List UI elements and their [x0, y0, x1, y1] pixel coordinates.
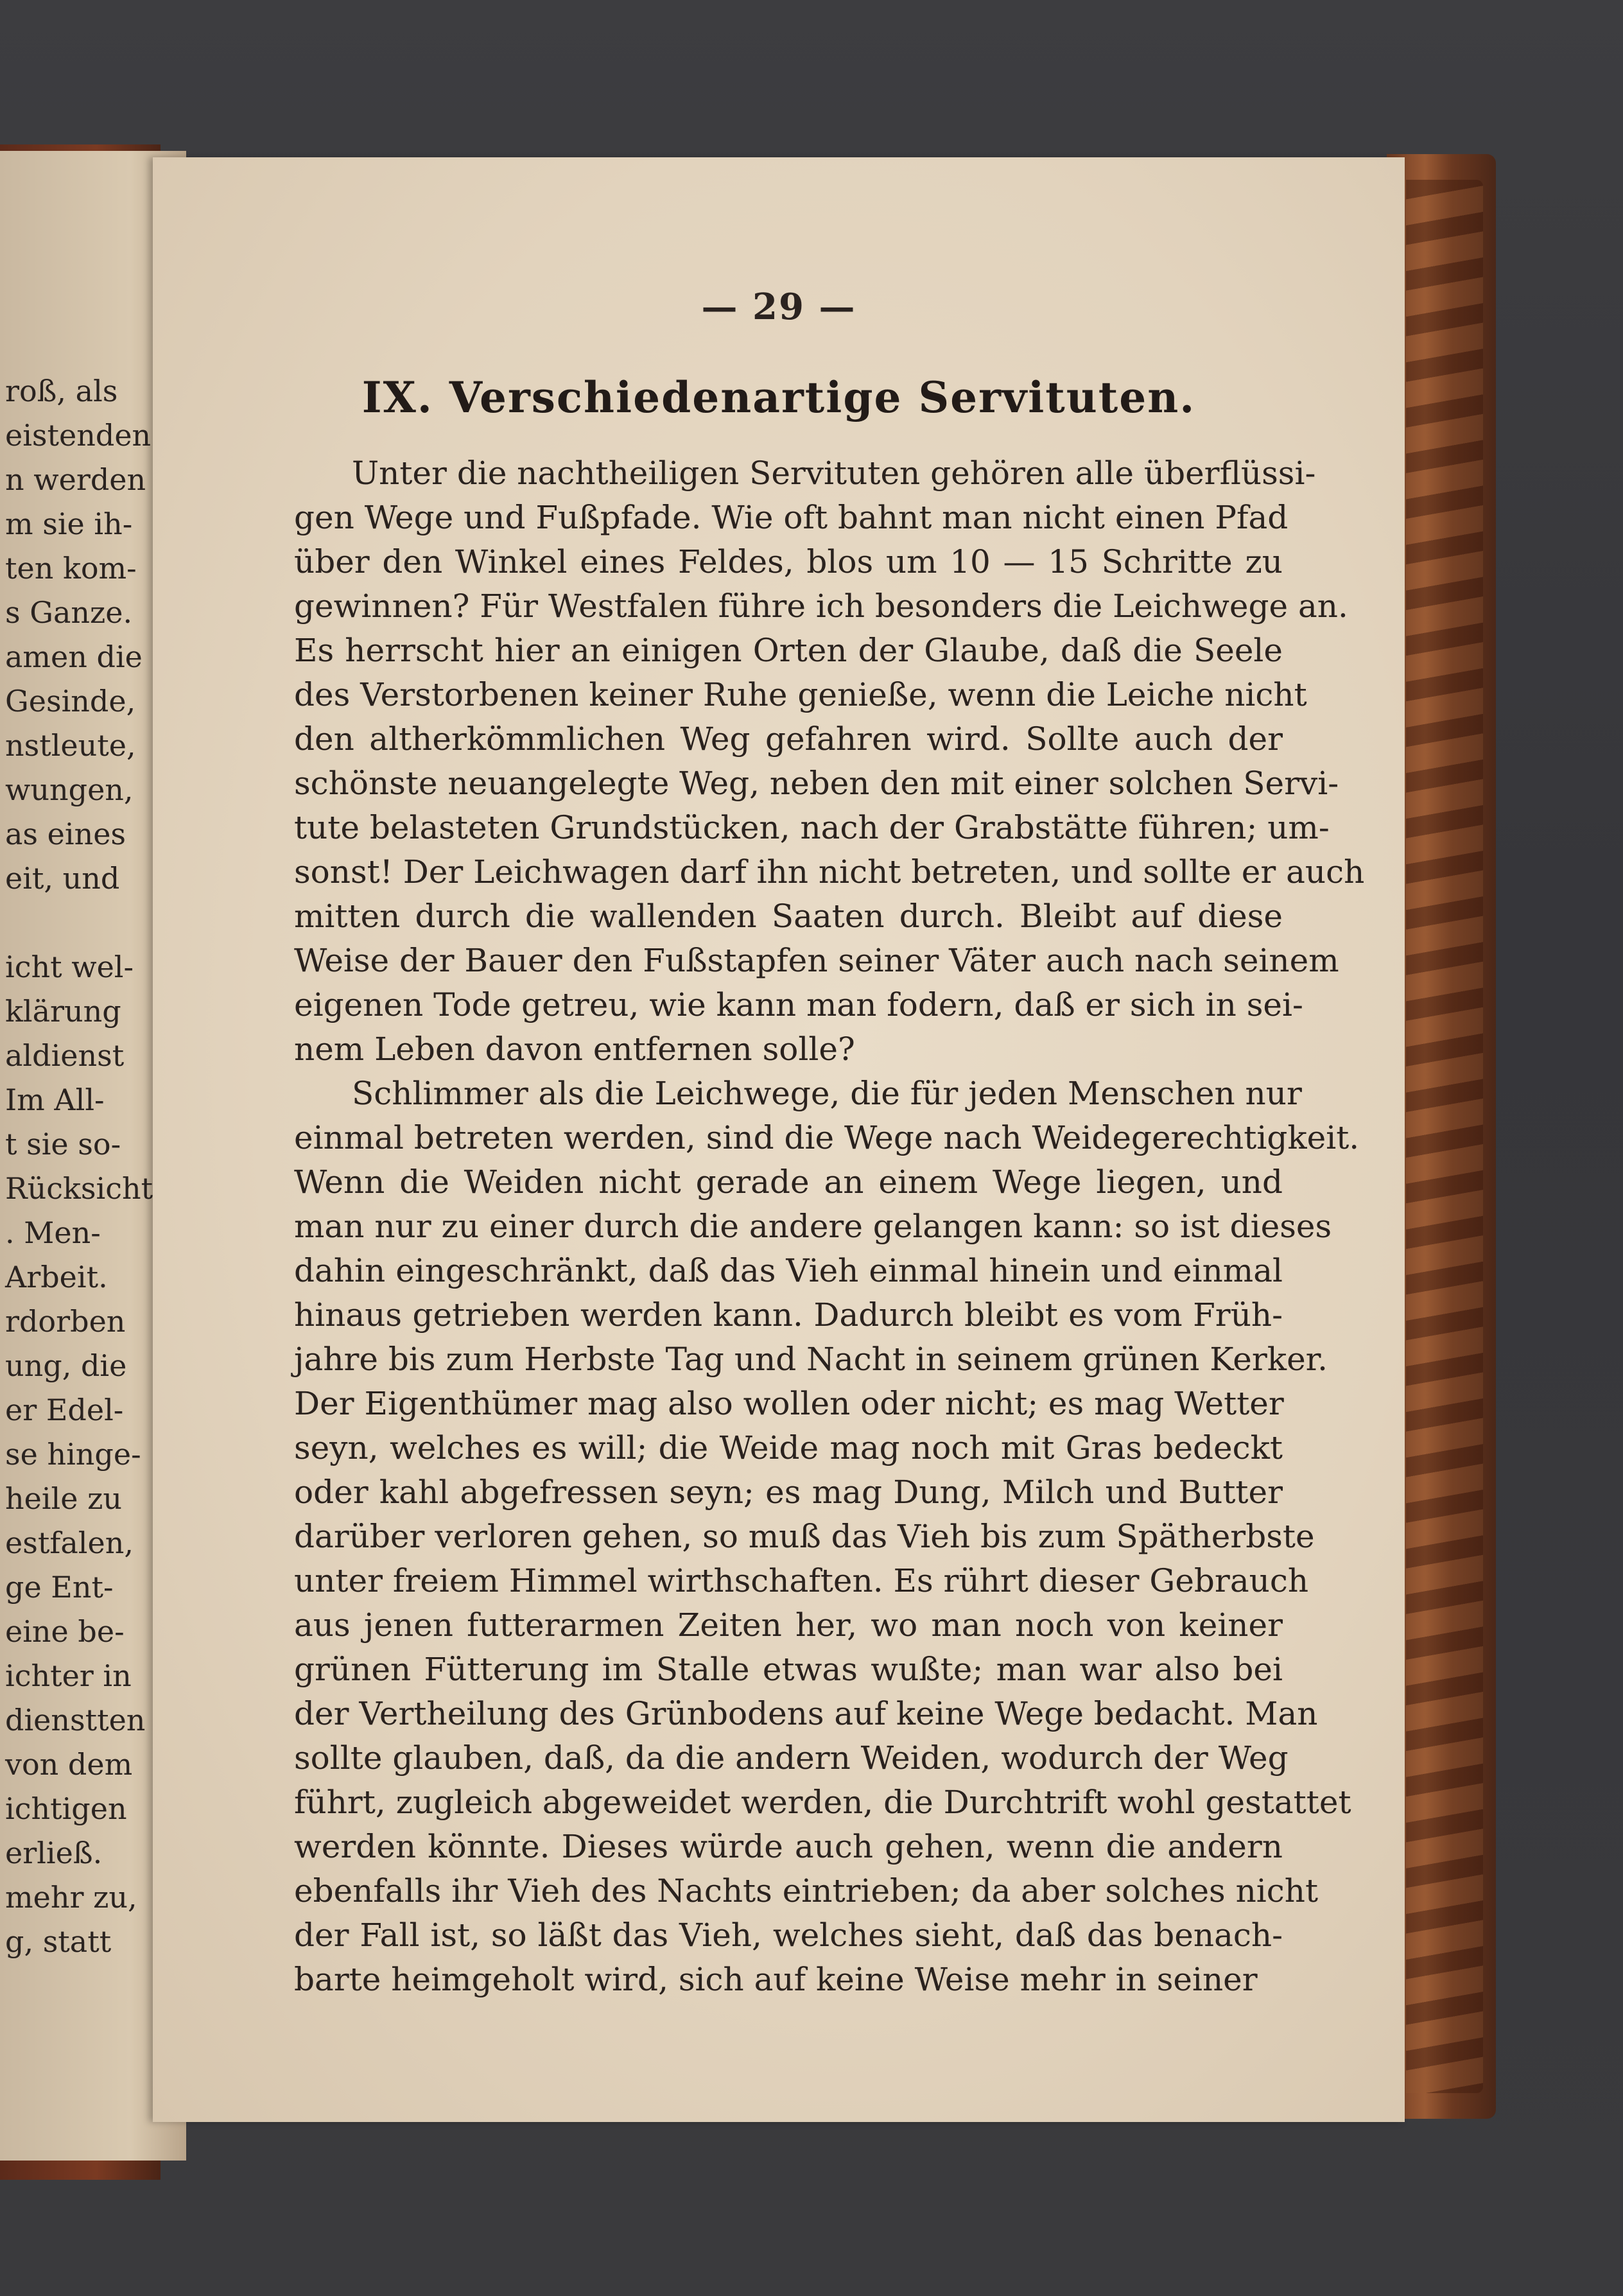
left-page-line: Arbeit.: [5, 1260, 108, 1294]
text-line: aus jenen futterarmen Zeiten her, wo man noch von keiner: [294, 1606, 1283, 1644]
left-page-line: aldienst: [5, 1038, 125, 1073]
left-page-line: icht wel-: [5, 950, 134, 984]
text-line: werden könnte. Dieses würde auch gehen, wenn die andern: [294, 1828, 1283, 1865]
text-line: sonst! Der Leichwagen darf ihn nicht betreten, und sollte er auch: [294, 853, 1365, 891]
text-line: unter freiem Himmel wirthschaften. Es rührt dieser Gebrauch: [294, 1562, 1309, 1599]
left-page-line: Gesinde,: [5, 684, 136, 718]
text-line: Wenn die Weiden nicht gerade an einem Wege liegen, und: [294, 1163, 1283, 1201]
text-line: tute belasteten Grundstücken, nach der Grabstätte führen; um-: [294, 809, 1330, 846]
left-page-line: s Ganze.: [5, 595, 133, 630]
left-page-line: eistenden: [5, 418, 152, 453]
left-page-line: eine be-: [5, 1614, 125, 1649]
left-page-line: heile zu: [5, 1481, 122, 1516]
left-page-line: Rücksicht: [5, 1171, 153, 1206]
left-page-line: ge Ent-: [5, 1570, 114, 1605]
left-page-line: rdorben: [5, 1304, 126, 1339]
left-page-line: klärung: [5, 994, 121, 1029]
left-page-line: von dem: [5, 1747, 133, 1782]
left-page-line: mehr zu,: [5, 1880, 137, 1915]
text-line: einmal betreten werden, sind die Wege nach Weidegerechtigkeit.: [294, 1119, 1360, 1156]
text-line: darüber verloren gehen, so muß das Vieh bis zum Spätherbste: [294, 1518, 1315, 1555]
left-page-line: roß, als: [5, 374, 118, 408]
text-line: schönste neuangelegte Weg, neben den mit einer solchen Servi-: [294, 765, 1339, 802]
body-text: [294, 451, 1365, 2002]
text-line: den altherkömmlichen Weg gefahren wird. Sollte auch der: [294, 720, 1283, 758]
left-page-line: erließ.: [5, 1836, 103, 1870]
left-page-line: wungen,: [5, 772, 134, 807]
left-page-line: ung, die: [5, 1348, 127, 1383]
text-line: grünen Fütterung im Stalle etwas wußte; man war also bei: [294, 1651, 1283, 1688]
text-line: ebenfalls ihr Vieh des Nachts eintrieben; da aber solches nicht: [294, 1872, 1319, 1909]
text-line: seyn, welches es will; die Weide mag noch mit Gras bedeckt: [294, 1429, 1283, 1466]
text-line: gewinnen? Für Westfalen führe ich besonders die Leichwege an.: [294, 587, 1348, 625]
text-line: über den Winkel eines Feldes, blos um 10 — 15 Schritte zu: [294, 543, 1283, 580]
left-page-line: ichter in: [5, 1658, 132, 1693]
left-page-line: g, statt: [5, 1924, 112, 1959]
text-line: Schlimmer als die Leichwege, die für jeden Menschen nur: [352, 1075, 1302, 1112]
text-line: der Fall ist, so läßt das Vieh, welches sieht, daß das benach-: [294, 1917, 1283, 1954]
text-line: Der Eigenthümer mag also wollen oder nicht; es mag Wetter: [294, 1385, 1284, 1422]
left-page-line: m sie ih-: [5, 507, 133, 541]
left-page-line: nstleute,: [5, 728, 136, 763]
left-page-line: t sie so-: [5, 1127, 121, 1161]
text-line: oder kahl abgefressen seyn; es mag Dung, Milch und Butter: [294, 1474, 1283, 1511]
left-page-line: eit, und: [5, 861, 120, 896]
left-page-line: se hinge-: [5, 1437, 141, 1472]
book-page: [153, 157, 1405, 2122]
text-line: des Verstorbenen keiner Ruhe genieße, wenn die Leiche nicht: [294, 676, 1307, 713]
left-page-line: . Men-: [5, 1215, 101, 1250]
page-number: — 29 —: [701, 286, 856, 328]
text-line: Unter die nachtheiligen Servituten gehören alle überflüssi-: [352, 455, 1316, 492]
left-page-line: ichtigen: [5, 1791, 127, 1826]
text-line: nem Leben davon entfernen solle?: [294, 1031, 855, 1068]
text-line: barte heimgeholt wird, sich auf keine Weise mehr in seiner: [294, 1961, 1258, 1998]
text-line: dahin eingeschränkt, daß das Vieh einmal hinein und einmal: [294, 1252, 1283, 1289]
text-line: hinaus getrieben werden kann. Dadurch bleibt es vom Früh-: [294, 1296, 1283, 1334]
left-page-line: [5, 901, 134, 945]
text-line: mitten durch die wallenden Saaten durch. Bleibt auf diese: [294, 898, 1283, 935]
left-page-line: n werden: [5, 462, 146, 497]
text-line: eigenen Tode getreu, wie kann man fodern, daß er sich in sei-: [294, 986, 1303, 1023]
left-page-line: dienstten: [5, 1703, 146, 1737]
left-page-line: estfalen,: [5, 1526, 134, 1560]
left-page-line: amen die: [5, 639, 143, 674]
text-line: gen Wege und Fußpfade. Wie oft bahnt man nicht einen Pfad: [294, 499, 1289, 536]
text-line: man nur zu einer durch die andere gelangen kann: so ist dieses: [294, 1208, 1332, 1245]
chapter-heading: IX. Verschiedenartige Servituten.: [361, 372, 1196, 422]
left-page-line: as eines: [5, 817, 126, 851]
text-line: Weise der Bauer den Fußstapfen seiner Väter auch nach seinem: [294, 942, 1339, 979]
text-line: führt, zugleich abgeweidet werden, die Durchtrift wohl gestattet: [294, 1784, 1351, 1821]
text-line: jahre bis zum Herbste Tag und Nacht in seinem grünen Kerker.: [294, 1341, 1328, 1378]
text-line: Es herrscht hier an einigen Orten der Glaube, daß die Seele: [294, 632, 1283, 669]
left-page-line: er Edel-: [5, 1393, 124, 1427]
text-line: der Vertheilung des Grünbodens auf keine Wege bedacht. Man: [294, 1695, 1318, 1732]
left-page-line: Im All-: [5, 1083, 105, 1117]
left-page-text: [5, 369, 153, 1964]
text-line: sollte glauben, daß, da die andern Weiden, wodurch der Weg: [294, 1739, 1289, 1777]
left-page-line: ten kom-: [5, 551, 137, 586]
